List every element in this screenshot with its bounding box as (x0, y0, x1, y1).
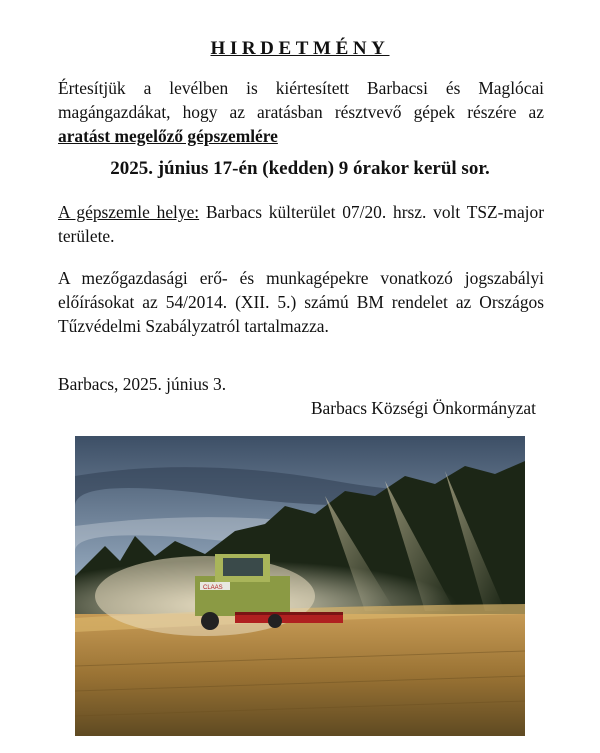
intro-paragraph (58, 76, 544, 148)
place-text: Barbacs külterület 07/20. hrsz. volt TSZ-major területe. (58, 202, 544, 246)
harvest-photo (75, 436, 525, 736)
notice-title: HIRDETMÉNY (210, 38, 390, 59)
inspection-date: 2025. június 17-én (kedden) 9 órakor kerül sor. (110, 158, 490, 179)
machine-brand: CLAAS (203, 585, 223, 591)
harvest-photo-illustration (75, 436, 525, 736)
intro-text: Értesítjük a levélben is kiértesített Barbacsi és Maglócai magángazdákat, hogy az aratásban résztvevő gépek részére az (58, 78, 544, 122)
place-paragraph (58, 200, 544, 248)
signature: Barbacs Községi Önkormányzat (310, 398, 536, 418)
place-label: A gépszemle helye: (58, 202, 200, 222)
intro-emphasis: aratást megelőző gépszemlére (58, 126, 278, 146)
regulation-paragraph: A mezőgazdasági erő- és munkagépekre vonatkozó jogszabályi előírásokat az 54/2014. (XII. 5.) számú BM rendelet az Országos Tűzvédelmi Szabályzatról tartalmazza. (58, 268, 544, 336)
date-place: Barbacs, 2025. június 3. (58, 374, 227, 394)
